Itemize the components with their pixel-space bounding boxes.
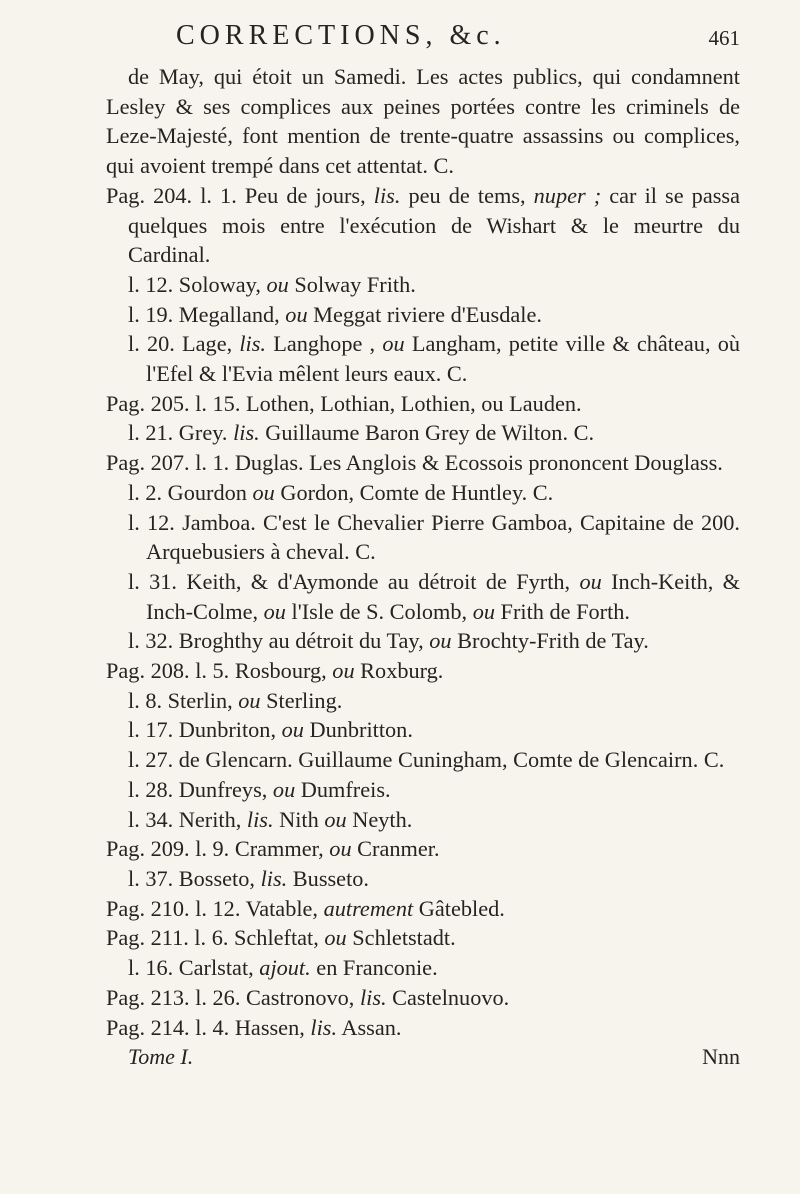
errata-entry bbox=[106, 1013, 740, 1043]
italic-term: ou bbox=[324, 806, 347, 832]
errata-entry bbox=[106, 508, 740, 567]
entry-text: l. 17. Dunbriton, bbox=[128, 717, 282, 743]
entry-text: Nith bbox=[273, 806, 325, 832]
italic-term: ou bbox=[329, 836, 352, 862]
page-footer bbox=[106, 1044, 740, 1070]
volume-label: Tome I. bbox=[128, 1044, 194, 1070]
italic-term: ou bbox=[272, 776, 296, 802]
italic-term: nuper ; bbox=[533, 182, 602, 208]
errata-entry bbox=[106, 805, 740, 835]
running-head: CORRECTIONS, &c. bbox=[176, 20, 506, 51]
entry-text: Brochty-Frith de Tay. bbox=[451, 628, 649, 654]
entry-text: Langham, petite ville & château, où l'Efel & l'Evia mêlent leurs eaux. C. bbox=[146, 331, 741, 387]
entry-text: Neyth. bbox=[346, 806, 413, 832]
italic-term: lis. bbox=[260, 865, 288, 891]
entry-text: Guillaume Baron Grey de Wilton. C. bbox=[259, 420, 595, 446]
entry-text: l. 31. Keith, & d'Aymonde au détroit de Fyrth, bbox=[128, 568, 580, 594]
errata-entry bbox=[106, 953, 740, 983]
entry-text: Pag. 208. l. 5. Rosbourg, bbox=[106, 658, 333, 684]
entry-text: l. 27. de Glencarn. Guillaume Cuningham, Comte de Glencairn. C. bbox=[128, 747, 725, 773]
italic-term: ou bbox=[324, 925, 347, 951]
entry-text: l'Isle de S. Colomb, bbox=[285, 598, 473, 624]
entry-text: Pag. 207. l. 1. Duglas. Les Anglois & Ecossois prononcent Douglass. bbox=[106, 450, 723, 476]
entry-text: de May, qui étoit un Samedi. Les actes publics, qui condamnent Lesley & ses complices aux peines portées contre les criminels de Leze-Majesté, font mention de trente-quatre assassins ou complices, qui avoient trempé dans cet attentat. C. bbox=[106, 64, 740, 179]
entry-text: Roxburg. bbox=[354, 658, 444, 684]
italic-term: lis. bbox=[233, 420, 260, 446]
entry-text: l. 12. Soloway, bbox=[128, 271, 267, 297]
italic-term: ou bbox=[281, 717, 304, 743]
errata-entry bbox=[106, 62, 740, 181]
entry-text: Frith de Forth. bbox=[494, 598, 631, 624]
errata-entry bbox=[106, 567, 740, 626]
entry-text: Pag. 214. l. 4. Hassen, bbox=[106, 1014, 311, 1040]
entry-text: car il se passa quelques mois entre l'exécution de Wishart & le meurtre du Cardinal. bbox=[128, 182, 740, 268]
italic-term: lis. bbox=[373, 182, 401, 208]
entry-text: l. 32. Broghthy au détroit du Tay, bbox=[128, 628, 430, 654]
entry-text: peu de tems, bbox=[400, 182, 534, 208]
entry-text: l. 8. Sterlin, bbox=[128, 687, 239, 713]
errata-entry bbox=[106, 656, 740, 686]
italic-term: autrement bbox=[323, 895, 414, 921]
entry-text: Dunbritton. bbox=[303, 717, 413, 743]
entry-text: Gordon, Comte de Huntley. C. bbox=[274, 479, 554, 505]
entry-text: Assan. bbox=[337, 1014, 402, 1040]
italic-term: ou bbox=[472, 598, 495, 624]
entry-text: Gâtebled. bbox=[413, 895, 505, 921]
italic-term: lis. bbox=[239, 331, 267, 357]
entry-text: Pag. 211. l. 6. Schleftat, bbox=[106, 925, 325, 951]
errata-entry bbox=[106, 715, 740, 745]
errata-entry bbox=[106, 834, 740, 864]
signature-mark: Nnn bbox=[702, 1044, 740, 1070]
entry-text: l. 34. Nerith, bbox=[128, 806, 247, 832]
entry-text: Cranmer. bbox=[351, 836, 440, 862]
italic-term: ou bbox=[382, 331, 405, 357]
entry-text: Meggat riviere d'Eusdale. bbox=[307, 301, 542, 327]
italic-term: ou bbox=[285, 301, 308, 327]
italic-term: lis. bbox=[246, 806, 274, 832]
errata-entry bbox=[106, 478, 740, 508]
entry-text: Langhope , bbox=[266, 331, 383, 357]
entry-text: Pag. 204. l. 1. Peu de jours, bbox=[106, 182, 374, 208]
entry-text: l. 28. Dunfreys, bbox=[128, 776, 273, 802]
entry-text: l. 2. Gourdon bbox=[128, 479, 253, 505]
entry-text: Schletstadt. bbox=[346, 925, 456, 951]
italic-term: ou bbox=[332, 658, 355, 684]
entry-text: Inch-Keith, & Inch-Colme, bbox=[146, 568, 740, 624]
italic-term: ou bbox=[263, 598, 286, 624]
italic-term: ou bbox=[238, 687, 261, 713]
entry-text: Castelnuovo. bbox=[386, 984, 510, 1010]
entry-text: Busseto. bbox=[287, 865, 369, 891]
errata-entry bbox=[106, 983, 740, 1013]
italic-term: ou bbox=[252, 479, 275, 505]
italic-term: ou bbox=[429, 628, 452, 654]
italic-term: ou bbox=[266, 271, 289, 297]
entry-text: en Franconie. bbox=[310, 955, 438, 981]
entry-text: Dumfreis. bbox=[295, 776, 391, 802]
italic-term: ajout. bbox=[259, 955, 311, 981]
entry-text: l. 20. Lage, bbox=[128, 331, 240, 357]
entry-text: l. 37. Bosseto, bbox=[128, 865, 261, 891]
page-header bbox=[106, 18, 740, 62]
errata-entry bbox=[106, 923, 740, 953]
errata-entry bbox=[106, 894, 740, 924]
errata-entry bbox=[106, 181, 740, 270]
entry-text: Pag. 213. l. 26. Castronovo, bbox=[106, 984, 360, 1010]
errata-entry bbox=[106, 389, 740, 419]
errata-entry bbox=[106, 329, 740, 388]
entry-text: l. 19. Megalland, bbox=[128, 301, 286, 327]
errata-entry bbox=[106, 626, 740, 656]
entry-text: Solway Frith. bbox=[288, 271, 416, 297]
page-number: 461 bbox=[708, 26, 740, 50]
entry-text: Pag. 210. l. 12. Vatable, bbox=[106, 895, 324, 921]
entry-text: l. 16. Carlstat, bbox=[128, 955, 260, 981]
errata-entry bbox=[106, 686, 740, 716]
entry-text: Pag. 209. l. 9. Crammer, bbox=[106, 836, 330, 862]
errata-entry bbox=[106, 418, 740, 448]
errata-list bbox=[106, 62, 740, 1042]
entry-text: l. 21. Grey. bbox=[128, 420, 234, 446]
italic-term: ou bbox=[579, 568, 602, 594]
entry-text: Pag. 205. l. 15. Lothen, Lothian, Lothien, ou Lauden. bbox=[106, 390, 582, 416]
errata-entry bbox=[106, 448, 740, 478]
entry-text: Sterling. bbox=[260, 687, 343, 713]
errata-entry bbox=[106, 775, 740, 805]
errata-entry bbox=[106, 864, 740, 894]
errata-entry bbox=[106, 300, 740, 330]
italic-term: lis. bbox=[310, 1014, 338, 1040]
errata-entry bbox=[106, 745, 740, 775]
errata-entry bbox=[106, 270, 740, 300]
italic-term: lis. bbox=[359, 984, 387, 1010]
entry-text: l. 12. Jamboa. C'est le Chevalier Pierre Gamboa, Capitaine de 200. Arquebusiers à cheval. C. bbox=[128, 509, 740, 565]
